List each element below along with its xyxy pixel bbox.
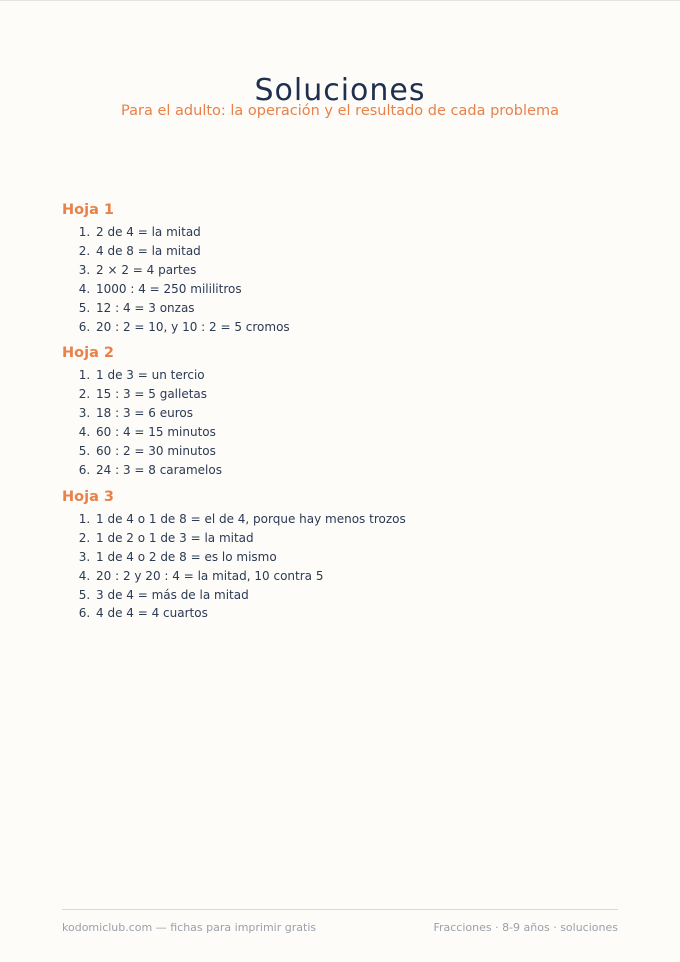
list-item: 5. 12 : 4 = 3 onzas <box>94 299 640 318</box>
list-item: 3. 2 × 2 = 4 partes <box>94 261 640 280</box>
section-title: Hoja 1 <box>62 202 114 218</box>
list-item: 4. 60 : 4 = 15 minutos <box>94 423 640 442</box>
list-item: 4. 1000 : 4 = 250 mililitros <box>94 280 640 299</box>
list-item: 4. 20 : 2 y 20 : 4 = la mitad, 10 contra 5 <box>94 567 640 586</box>
solutions-content <box>62 201 640 631</box>
list-item: 3. 18 : 3 = 6 euros <box>94 404 640 423</box>
list-item: 2. 15 : 3 = 5 galletas <box>94 385 640 404</box>
list-item: 2. 4 de 8 = la mitad <box>94 242 640 261</box>
section-hoja-2 <box>62 344 640 479</box>
solutions-list <box>62 223 640 336</box>
footer-site-text: kodomiclub.com — fichas para imprimir gratis <box>62 921 317 934</box>
list-item: 1. 1 de 3 = un tercio <box>94 366 640 385</box>
solutions-list <box>62 366 640 479</box>
footer-topic-text: Fracciones · 8-9 años · soluciones <box>433 921 618 934</box>
page-footer <box>62 909 618 934</box>
list-item: 6. 20 : 2 = 10, y 10 : 2 = 5 cromos <box>94 318 640 337</box>
section-title: Hoja 2 <box>62 345 114 362</box>
list-item: 6. 24 : 3 = 8 caramelos <box>94 461 640 480</box>
page-subtitle: Para el adulto: la operación y el resultado de cada problema <box>121 103 559 119</box>
page-title: Soluciones <box>254 73 426 109</box>
solutions-list <box>62 510 640 623</box>
list-item: 3. 1 de 4 o 2 de 8 = es lo mismo <box>94 548 640 567</box>
section-hoja-1 <box>62 201 640 336</box>
list-item: 6. 4 de 4 = 4 cuartos <box>94 604 640 623</box>
list-item: 2. 1 de 2 o 1 de 3 = la mitad <box>94 529 640 548</box>
list-item: 5. 60 : 2 = 30 minutos <box>94 442 640 461</box>
section-title: Hoja 3 <box>62 488 114 505</box>
list-item: 1. 2 de 4 = la mitad <box>94 223 640 242</box>
list-item: 5. 3 de 4 = más de la mitad <box>94 586 640 605</box>
list-item: 1. 1 de 4 o 1 de 8 = el de 4, porque hay menos trozos <box>94 510 640 529</box>
section-hoja-3 <box>62 488 640 623</box>
